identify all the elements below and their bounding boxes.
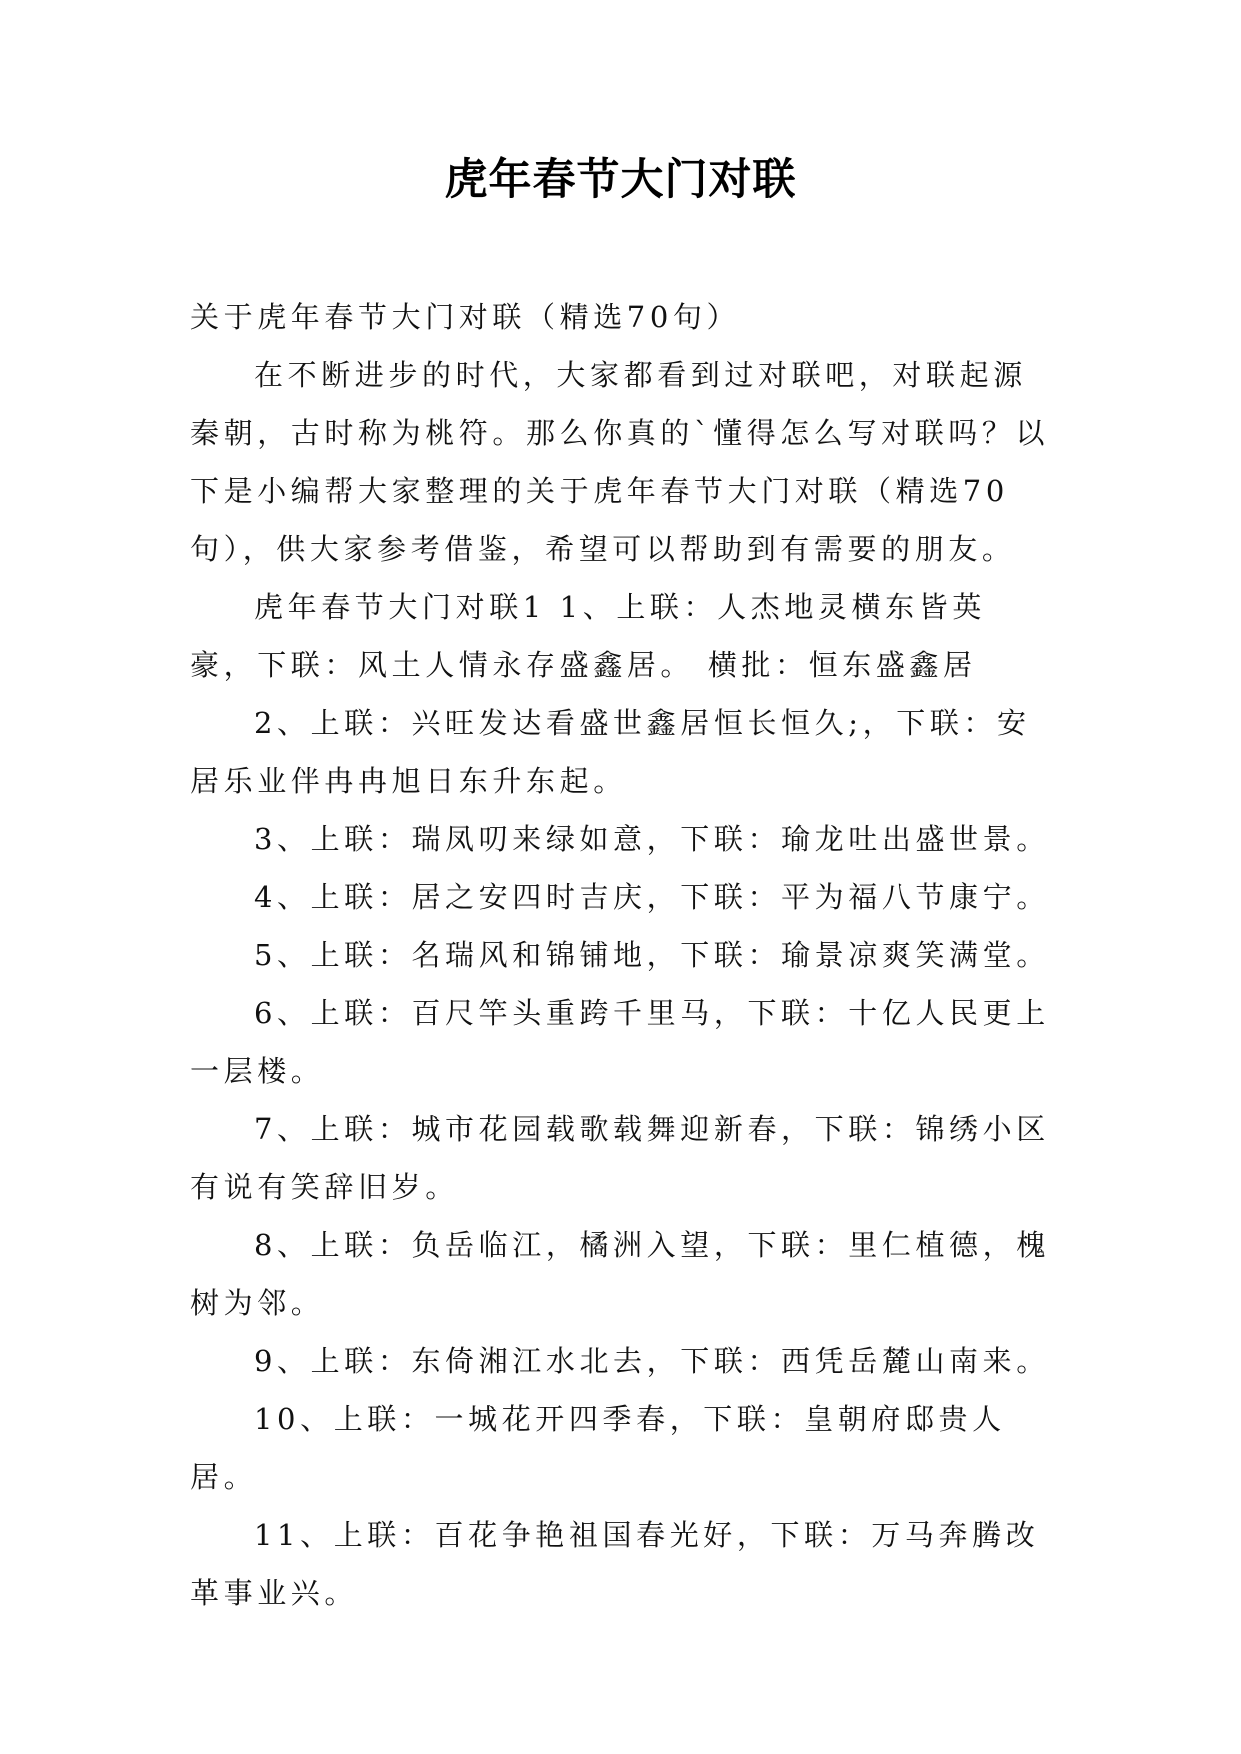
couplet-item-1: 虎年春节大门对联1 1、上联：人杰地灵横东皆英豪，下联：风土人情永存盛鑫居。 横批：恒东盛鑫居 (190, 590, 986, 682)
document-title: 虎年春节大门对联 (444, 155, 797, 205)
couplet-item-8: 8、上联：负岳临江，橘洲入望，下联：里仁植德，槐树为邻。 (190, 1228, 1050, 1320)
couplet-item-2: 2、上联：兴旺发达看盛世鑫居恒长恒久;，下联：安居乐业伴冉冉旭日东升东起。 (190, 706, 1031, 798)
couplet-item-10: 10、上联：一城花开四季春，下联：皇朝府邸贵人居。 (190, 1402, 1006, 1494)
couplet-item-4: 4、上联：居之安四时吉庆，下联：平为福八节康宁。 (254, 880, 1050, 914)
couplet-item-5: 5、上联：名瑞风和锦铺地，下联：瑜景凉爽笑满堂。 (254, 938, 1050, 972)
couplet-item-9: 9、上联：东倚湘江水北去，下联：西凭岳麓山南来。 (254, 1344, 1050, 1378)
couplet-item-11: 11、上联：百花争艳祖国春光好，下联：万马奔腾改革事业兴。 (190, 1518, 1040, 1610)
couplet-item-6: 6、上联：百尺竿头重跨千里马，下联：十亿人民更上一层楼。 (190, 996, 1050, 1088)
couplet-item-7: 7、上联：城市花园载歌载舞迎新春，下联：锦绣小区有说有笑辞旧岁。 (190, 1112, 1050, 1204)
document-body (190, 288, 1050, 1622)
intro-paragraph: 在不断进步的时代，大家都看到过对联吧，对联起源秦朝，古时称为桃符。那么你真的`懂得怎么写对联吗？以下是小编帮大家整理的关于虎年春节大门对联（精选70句），供大家参考借鉴，希望可以帮助到有需要的朋友。 (190, 358, 1050, 566)
intro-heading: 关于虎年春节大门对联（精选70句） (190, 300, 741, 334)
couplet-item-3: 3、上联：瑞凤叨来绿如意，下联：瑜龙吐出盛世景。 (254, 822, 1050, 856)
